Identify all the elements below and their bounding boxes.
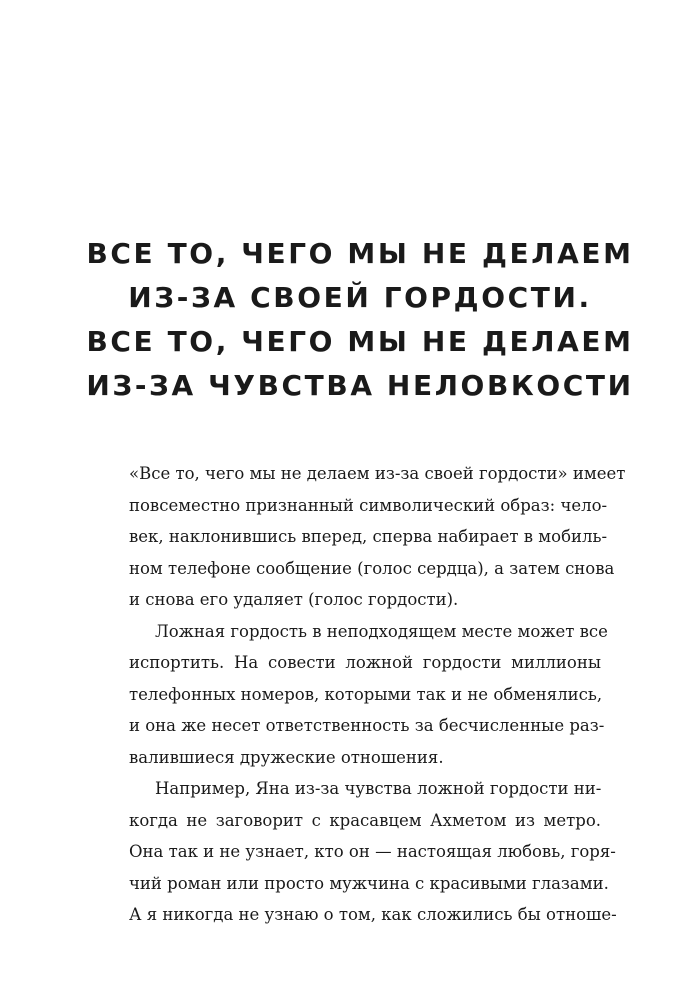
chapter-title-line: ИЗ-ЗА ЧУВСТВА НЕЛОВКОСТИ [86, 369, 634, 402]
text-line: Ложная гордость в неподходящем месте может все [155, 621, 608, 641]
text-line: Она так и не узнает, кто он — настоящая любовь, горя- [129, 842, 616, 861]
text-line: Например, Яна из-за чувства ложной гордости ни- [155, 779, 602, 798]
text-line: А я никогда не узнаю о том, как сложились бы отноше- [129, 905, 617, 924]
text-line: испортить. На совести ложной гордости миллионы [129, 653, 601, 672]
text-line: чий роман или просто мужчина с красивыми глазами. [129, 873, 609, 893]
text-line: и она же несет ответственность за бесчисленные раз- [129, 716, 605, 735]
chapter-title-line: ИЗ-ЗА СВОЕЙ ГОРДОСТИ. [128, 281, 592, 314]
paragraph-2 [129, 616, 608, 774]
text-line: и снова его удаляет (голос гордости). [129, 590, 459, 609]
text-line: валившиеся дружеские отношения. [129, 747, 444, 767]
paragraph-3 [129, 773, 617, 931]
text-line: «Все то, чего мы не делаем из-за своей гордости» имеет [129, 464, 626, 483]
text-line: ном телефоне сообщение (голос сердца), а затем снова [129, 558, 615, 578]
chapter-title [60, 232, 660, 408]
text-line: когда не заговорит с красавцем Ахметом из метро. [129, 810, 601, 830]
text-line: век, наклонившись вперед, сперва набирает в мобиль- [129, 527, 608, 546]
body-text [129, 458, 626, 931]
text-line: телефонных номеров, которыми так и не обменялись, [129, 684, 603, 704]
chapter-title-line: ВСЕ ТО, ЧЕГО МЫ НЕ ДЕЛАЕМ [86, 237, 634, 270]
paragraph-1 [129, 458, 626, 616]
chapter-title-line: ВСЕ ТО, ЧЕГО МЫ НЕ ДЕЛАЕМ [86, 325, 634, 358]
text-line: повсеместно признанный символический образ: чело- [129, 495, 608, 515]
